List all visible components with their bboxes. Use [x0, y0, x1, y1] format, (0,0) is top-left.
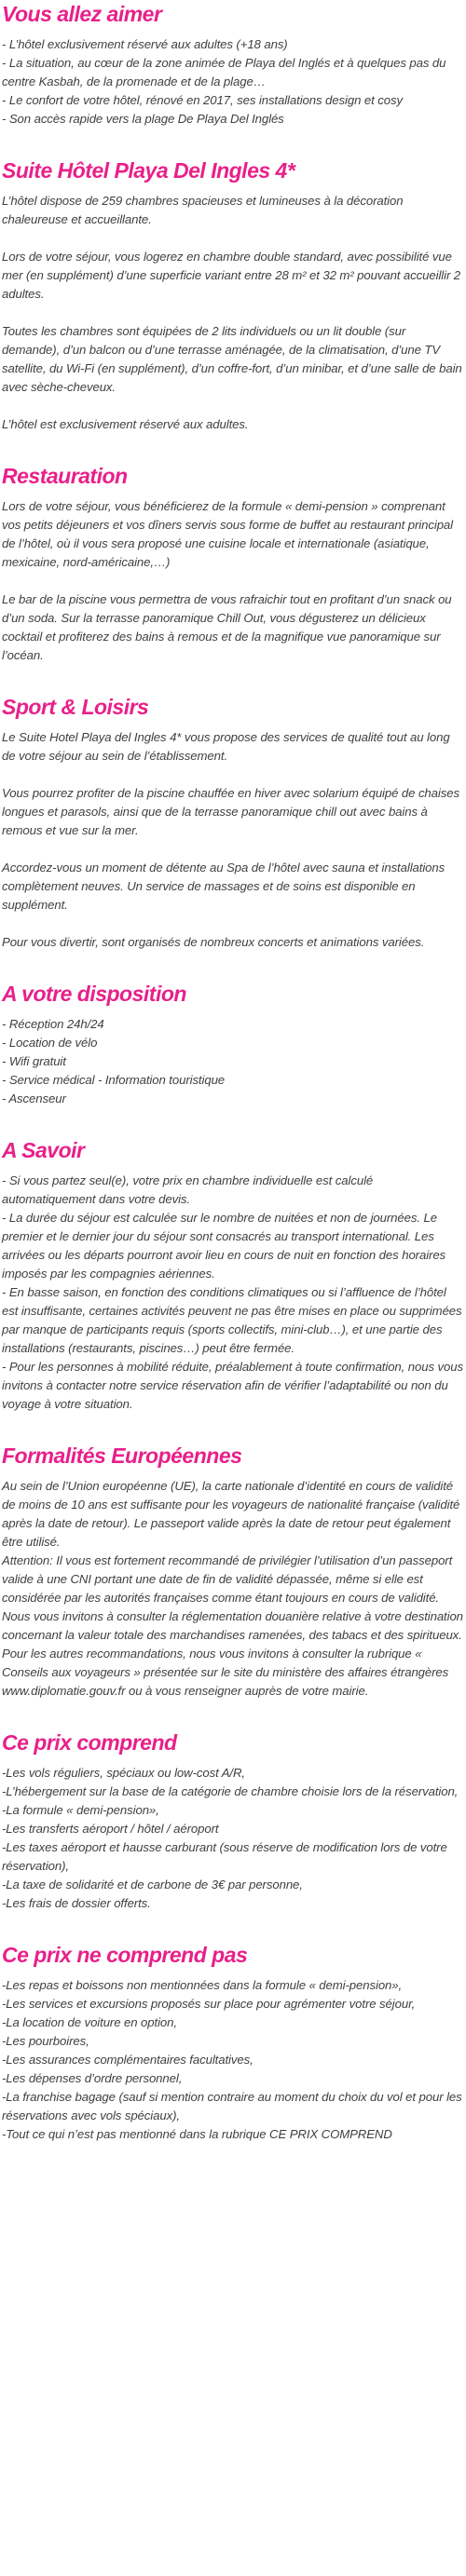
list-item: -Les services et excursions proposés sur place pour agrémenter votre séjour, — [2, 1997, 416, 2011]
services-list — [2, 1015, 464, 1108]
included-list — [2, 1764, 464, 1913]
list-item: -La location de voiture en option, — [2, 2015, 177, 2029]
section-sport-loisirs — [2, 693, 464, 952]
list-item: -Les pourboires, — [2, 2034, 89, 2048]
list-item: - En basse saison, en fonction des conditions climatiques ou si l’affluence de l’hôtel est insuffisante, certaines activités peuvent ne pas être mises en place ou supprimées par manque de participants requis (sports collectifs, mini-club…), et une partie des installations (restaurants, piscines…) peut être fermée. — [2, 1285, 462, 1355]
list-item: -Tout ce qui n’est pas mentionné dans la rubrique CE PRIX COMPREND — [2, 2127, 392, 2141]
list-item: - Réception 24h/24 — [2, 1017, 104, 1031]
list-item: -La formule « demi-pension», — [2, 1803, 159, 1817]
paragraph: L’hôtel dispose de 259 chambres spacieuses et lumineuses à la décoration chaleureuse et accueillante. — [2, 194, 404, 226]
paragraph: L’hôtel est exclusivement réservé aux adultes. — [2, 417, 249, 431]
paragraph: Pour vous divertir, sont organisés de nombreux concerts et animations variées. — [2, 935, 425, 949]
section-formalites — [2, 1442, 464, 1701]
list-item: -Les vols réguliers, spéciaux ou low-cost A/R, — [2, 1766, 245, 1780]
section-prix-comprend — [2, 1729, 464, 1913]
section-title: Vous allez aimer — [2, 2, 162, 26]
paragraph: Accordez-vous un moment de détente au Spa de l’hôtel avec sauna et installations complètement neuves. Un service de massages et de soins est disponible en supplément. — [2, 861, 445, 912]
list-item: Pour les autres recommandations, nous vous invitons à consulter la rubrique « Conseils aux voyageurs » présentée sur le site du ministère des affaires étrangères www.diplomatie.gouv.fr ou à vous renseigner auprès de votre mairie. — [2, 1647, 449, 1698]
formalities-list — [2, 1477, 464, 1701]
list-item: - La situation, au cœur de la zone animée de Playa del Inglés et à quelques pas du centre Kasbah, de la promenade et de la plage… — [2, 56, 446, 88]
list-item: -La franchise bagage (sauf si mention contraire au moment du choix du vol et pour les réservations avec vols spéciaux), — [2, 2090, 462, 2122]
section-title: Sport & Loisirs — [2, 695, 149, 719]
list-item: - L’hôtel exclusivement réservé aux adultes (+18 ans) — [2, 37, 288, 51]
excluded-list — [2, 1976, 464, 2144]
section-vous-allez-aimer — [2, 0, 464, 129]
section-title: Formalités Européennes — [2, 1444, 242, 1468]
list-item: - Son accès rapide vers la plage De Playa Del Inglés — [2, 112, 284, 126]
list-item: - Pour les personnes à mobilité réduite, préalablement à toute confirmation, nous vous invitons à contacter notre service réservation afin de vérifier l’adaptabilité ou non du voyage à votre situation. — [2, 1360, 464, 1411]
paragraph: Toutes les chambres sont équipées de 2 lits individuels ou un lit double (sur demande), d’un balcon ou d’une terrasse aménagée, de la climatisation, d’une TV satellite, du Wi-Fi (en supplément), d’un coffre-fort, d’un minibar, et d’une salle de bain avec sèche-cheveux. — [2, 324, 462, 394]
list-item: Nous vous invitons à consulter la réglementation douanière relative à votre destination concernant la valeur totale des marchandises ramenées, des tabacs et des spiritueux. — [2, 1609, 463, 1642]
section-restauration — [2, 462, 464, 665]
list-item: Au sein de l’Union européenne (UE), la carte nationale d’identité en cours de validité de moins de 10 ans est suffisante pour les voyageurs de nationalité française (validité après la date de retour). Le passeport valide après la date de retour peut également être utilisé. — [2, 1479, 460, 1549]
list-item: - Ascenseur — [2, 1091, 66, 1105]
section-title: Restauration — [2, 464, 128, 488]
paragraph: Le bar de la piscine vous permettra de vous rafraichir tout en profitant d’un snack ou d’un soda. Sur la terrasse panoramique Chill Out, vous dégusterez un délicieux cocktail et profiterez des bains à remous et de la magnifique vue panoramique sur l’océan. — [2, 592, 452, 662]
highlights-list — [2, 35, 464, 129]
list-item: -Les transferts aéroport / hôtel / aéroport — [2, 1822, 219, 1836]
section-title: A votre disposition — [2, 982, 186, 1006]
list-item: -Les repas et boissons non mentionnées dans la formule « demi-pension», — [2, 1978, 403, 1992]
section-a-savoir — [2, 1136, 464, 1414]
list-item: -Les dépenses d’ordre personnel, — [2, 2071, 183, 2085]
list-item: Attention: Il vous est fortement recommandé de privilégier l’utilisation d’un passeport valide à une CNI portant une date de fin de validité dépassée, même si elle est considérée par les autorités françaises comme étant toujours en cours de validité. — [2, 1553, 453, 1605]
list-item: -Les assurances complémentaires facultatives, — [2, 2053, 254, 2067]
section-title: A Savoir — [2, 1138, 85, 1162]
list-item: - Location de vélo — [2, 1036, 98, 1050]
list-item: - La durée du séjour est calculée sur le nombre de nuitées et non de journées. Le premier et le dernier jour du séjour sont consacrés au transport international. Les arrivées ou les départs pourront avoir lieu en cours de nuit en fonction des horaires imposés par les compagnies aériennes. — [2, 1211, 446, 1281]
section-title: Ce prix ne comprend pas — [2, 1943, 248, 1967]
section-title: Ce prix comprend — [2, 1730, 177, 1755]
list-item: - Si vous partez seul(e), votre prix en chambre individuelle est calculé automatiquement dans votre devis. — [2, 1173, 374, 1206]
list-item: -L’hébergement sur la base de la catégorie de chambre choisie lors de la réservation, — [2, 1784, 459, 1798]
list-item: -Les taxes aéroport et hausse carburant (sous réserve de modification lors de votre réservation), — [2, 1840, 447, 1873]
list-item: - Le confort de votre hôtel, rénové en 2017, ses installations design et cosy — [2, 93, 403, 107]
paragraph: Vous pourrez profiter de la piscine chauffée en hiver avec solarium équipé de chaises longues et parasols, ainsi que de la terrasse panoramique chill out avec bains à remous et vue sur la mer. — [2, 786, 459, 837]
paragraph: Lors de votre séjour, vous bénéficierez de la formule « demi-pension » comprenant vos petits déjeuners et vos dîners servis sous forme de buffet au restaurant principal de l’hôtel, où il vous sera proposé une cuisine locale et internationale (asiatique, mexicaine, nord-américaine,…) — [2, 499, 453, 569]
paragraph: Le Suite Hotel Playa del Ingles 4* vous propose des services de qualité tout au long de votre séjour au sein de l’établissement. — [2, 730, 450, 763]
section-prix-ne-comprend-pas — [2, 1941, 464, 2144]
list-item: - Wifi gratuit — [2, 1054, 66, 1068]
list-item: - Service médical - Information touristique — [2, 1073, 226, 1087]
section-title: Suite Hôtel Playa Del Ingles 4* — [2, 158, 295, 183]
section-hotel — [2, 156, 464, 434]
section-a-votre-disposition — [2, 980, 464, 1108]
list-item: -Les frais de dossier offerts. — [2, 1896, 151, 1910]
paragraph: Lors de votre séjour, vous logerez en chambre double standard, avec possibilité vue mer (en supplément) d’une superficie variant entre 28 m² et 32 m² pouvant accueillir 2 adultes. — [2, 250, 461, 301]
list-item: -La taxe de solidarité et de carbone de 3€ par personne, — [2, 1878, 303, 1891]
info-list — [2, 1172, 464, 1414]
